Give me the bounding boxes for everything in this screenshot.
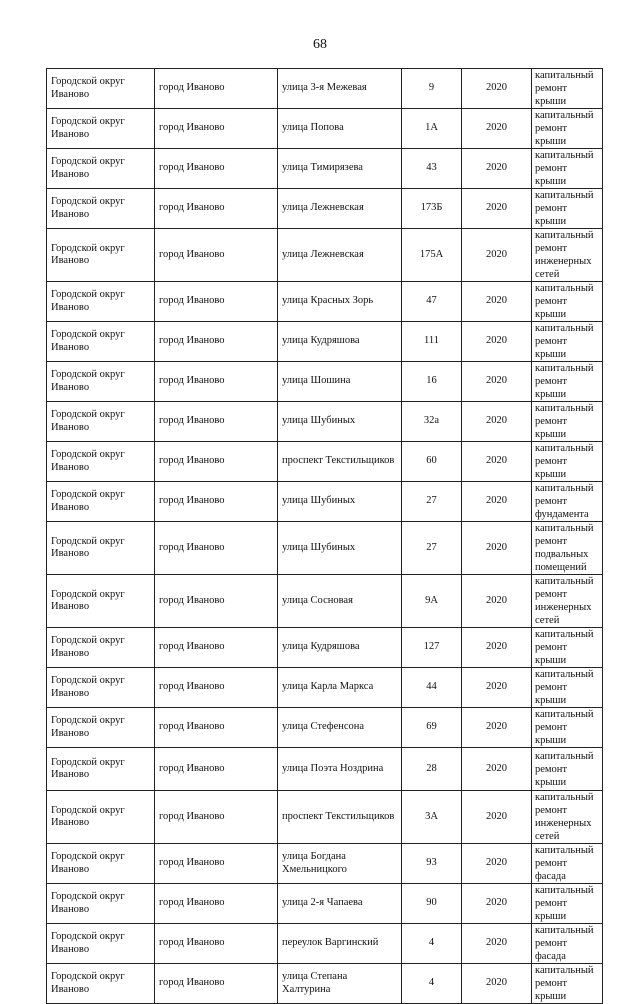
street-cell: улица Попова xyxy=(278,109,402,149)
year-cell: 2020 xyxy=(462,575,532,628)
district-cell: Городской округ Иваново xyxy=(47,442,155,482)
house-number-cell: 28 xyxy=(402,748,462,791)
city-cell: город Иваново xyxy=(155,69,278,109)
table-row xyxy=(47,482,603,522)
work-type-cell: капитальный ремонт фасада xyxy=(532,924,603,964)
year-cell: 2020 xyxy=(462,482,532,522)
year-cell: 2020 xyxy=(462,791,532,844)
district-cell: Городской округ Иваново xyxy=(47,575,155,628)
district-cell: Городской округ Иваново xyxy=(47,522,155,575)
work-type-cell: капитальный ремонт фундамента xyxy=(532,482,603,522)
district-cell: Городской округ Иваново xyxy=(47,964,155,1004)
street-cell: улица Степана Халтурина xyxy=(278,964,402,1004)
table-row xyxy=(47,964,603,1004)
table-row xyxy=(47,884,603,924)
district-cell: Городской округ Иваново xyxy=(47,884,155,924)
district-cell: Городской округ Иваново xyxy=(47,748,155,791)
table-row xyxy=(47,189,603,229)
district-cell: Городской округ Иваново xyxy=(47,708,155,748)
house-number-cell: 27 xyxy=(402,522,462,575)
table-row xyxy=(47,575,603,628)
district-cell: Городской округ Иваново xyxy=(47,844,155,884)
page-number: 68 xyxy=(313,37,327,52)
house-number-cell: 44 xyxy=(402,668,462,708)
house-number-cell: 3А xyxy=(402,791,462,844)
table-row xyxy=(47,362,603,402)
city-cell: город Иваново xyxy=(155,924,278,964)
year-cell: 2020 xyxy=(462,109,532,149)
work-type-cell: капитальный ремонт фасада xyxy=(532,844,603,884)
work-type-cell: капитальный ремонт инженерных сетей xyxy=(532,791,603,844)
street-cell: улица Кудряшова xyxy=(278,628,402,668)
year-cell: 2020 xyxy=(462,964,532,1004)
year-cell: 2020 xyxy=(462,844,532,884)
work-type-cell: капитальный ремонт крыши xyxy=(532,322,603,362)
street-cell: улица Шубиных xyxy=(278,522,402,575)
district-cell: Городской округ Иваново xyxy=(47,628,155,668)
city-cell: город Иваново xyxy=(155,791,278,844)
house-number-cell: 4 xyxy=(402,924,462,964)
work-type-cell: капитальный ремонт крыши xyxy=(532,964,603,1004)
city-cell: город Иваново xyxy=(155,844,278,884)
district-cell: Городской округ Иваново xyxy=(47,668,155,708)
house-number-cell: 93 xyxy=(402,844,462,884)
street-cell: улица Богдана Хмельницкого xyxy=(278,844,402,884)
city-cell: город Иваново xyxy=(155,668,278,708)
street-cell: улица Карла Маркса xyxy=(278,668,402,708)
work-type-cell: капитальный ремонт крыши xyxy=(532,668,603,708)
city-cell: город Иваново xyxy=(155,402,278,442)
house-number-cell: 1А xyxy=(402,109,462,149)
work-type-cell: капитальный ремонт крыши xyxy=(532,628,603,668)
work-type-cell: капитальный ремонт крыши xyxy=(532,884,603,924)
city-cell: город Иваново xyxy=(155,482,278,522)
table-row xyxy=(47,628,603,668)
district-cell: Городской округ Иваново xyxy=(47,791,155,844)
city-cell: город Иваново xyxy=(155,748,278,791)
street-cell: улица Лежневская xyxy=(278,189,402,229)
house-number-cell: 127 xyxy=(402,628,462,668)
house-number-cell: 32а xyxy=(402,402,462,442)
house-number-cell: 9 xyxy=(402,69,462,109)
repair-schedule-table xyxy=(46,68,603,1004)
city-cell: город Иваново xyxy=(155,109,278,149)
street-cell: улица Красных Зорь xyxy=(278,282,402,322)
year-cell: 2020 xyxy=(462,362,532,402)
year-cell: 2020 xyxy=(462,708,532,748)
table-row xyxy=(47,844,603,884)
district-cell: Городской округ Иваново xyxy=(47,282,155,322)
table-row xyxy=(47,668,603,708)
city-cell: город Иваново xyxy=(155,322,278,362)
year-cell: 2020 xyxy=(462,189,532,229)
work-type-cell: капитальный ремонт крыши xyxy=(532,748,603,791)
house-number-cell: 60 xyxy=(402,442,462,482)
district-cell: Городской округ Иваново xyxy=(47,362,155,402)
work-type-cell: капитальный ремонт крыши xyxy=(532,149,603,189)
city-cell: город Иваново xyxy=(155,575,278,628)
table-row xyxy=(47,109,603,149)
street-cell: улица Сосновая xyxy=(278,575,402,628)
table-row xyxy=(47,748,603,791)
work-type-cell: капитальный ремонт инженерных сетей xyxy=(532,575,603,628)
year-cell: 2020 xyxy=(462,628,532,668)
district-cell: Городской округ Иваново xyxy=(47,69,155,109)
table-row xyxy=(47,708,603,748)
year-cell: 2020 xyxy=(462,69,532,109)
city-cell: город Иваново xyxy=(155,522,278,575)
city-cell: город Иваново xyxy=(155,628,278,668)
house-number-cell: 90 xyxy=(402,884,462,924)
work-type-cell: капитальный ремонт крыши xyxy=(532,708,603,748)
table-row xyxy=(47,522,603,575)
district-cell: Городской округ Иваново xyxy=(47,322,155,362)
house-number-cell: 175А xyxy=(402,229,462,282)
work-type-cell: капитальный ремонт подвальных помещений xyxy=(532,522,603,575)
year-cell: 2020 xyxy=(462,149,532,189)
year-cell: 2020 xyxy=(462,229,532,282)
district-cell: Городской округ Иваново xyxy=(47,482,155,522)
table-row xyxy=(47,791,603,844)
work-type-cell: капитальный ремонт инженерных сетей xyxy=(532,229,603,282)
city-cell: город Иваново xyxy=(155,282,278,322)
work-type-cell: капитальный ремонт крыши xyxy=(532,402,603,442)
city-cell: город Иваново xyxy=(155,149,278,189)
table-row xyxy=(47,282,603,322)
work-type-cell: капитальный ремонт крыши xyxy=(532,109,603,149)
year-cell: 2020 xyxy=(462,402,532,442)
house-number-cell: 69 xyxy=(402,708,462,748)
street-cell: проспект Текстильщиков xyxy=(278,442,402,482)
year-cell: 2020 xyxy=(462,522,532,575)
table-row xyxy=(47,229,603,282)
district-cell: Городской округ Иваново xyxy=(47,402,155,442)
street-cell: улица 2-я Чапаева xyxy=(278,884,402,924)
street-cell: улица Тимирязева xyxy=(278,149,402,189)
year-cell: 2020 xyxy=(462,282,532,322)
city-cell: город Иваново xyxy=(155,708,278,748)
work-type-cell: капитальный ремонт крыши xyxy=(532,282,603,322)
street-cell: улица Лежневская xyxy=(278,229,402,282)
year-cell: 2020 xyxy=(462,442,532,482)
house-number-cell: 47 xyxy=(402,282,462,322)
street-cell: улица 3-я Межевая xyxy=(278,69,402,109)
house-number-cell: 43 xyxy=(402,149,462,189)
street-cell: улица Кудряшова xyxy=(278,322,402,362)
city-cell: город Иваново xyxy=(155,229,278,282)
work-type-cell: капитальный ремонт крыши xyxy=(532,189,603,229)
house-number-cell: 9А xyxy=(402,575,462,628)
street-cell: улица Поэта Ноздрина xyxy=(278,748,402,791)
district-cell: Городской округ Иваново xyxy=(47,189,155,229)
work-type-cell: капитальный ремонт крыши xyxy=(532,442,603,482)
city-cell: город Иваново xyxy=(155,442,278,482)
house-number-cell: 4 xyxy=(402,964,462,1004)
city-cell: город Иваново xyxy=(155,362,278,402)
house-number-cell: 111 xyxy=(402,322,462,362)
work-type-cell: капитальный ремонт крыши xyxy=(532,362,603,402)
city-cell: город Иваново xyxy=(155,189,278,229)
year-cell: 2020 xyxy=(462,884,532,924)
district-cell: Городской округ Иваново xyxy=(47,229,155,282)
street-cell: улица Шубиных xyxy=(278,482,402,522)
city-cell: город Иваново xyxy=(155,964,278,1004)
year-cell: 2020 xyxy=(462,668,532,708)
street-cell: улица Шубиных xyxy=(278,402,402,442)
table-row xyxy=(47,402,603,442)
street-cell: улица Шошина xyxy=(278,362,402,402)
district-cell: Городской округ Иваново xyxy=(47,109,155,149)
district-cell: Городской округ Иваново xyxy=(47,924,155,964)
work-type-cell: капитальный ремонт крыши xyxy=(532,69,603,109)
year-cell: 2020 xyxy=(462,748,532,791)
table-row xyxy=(47,442,603,482)
street-cell: переулок Варгинский xyxy=(278,924,402,964)
city-cell: город Иваново xyxy=(155,884,278,924)
house-number-cell: 27 xyxy=(402,482,462,522)
year-cell: 2020 xyxy=(462,322,532,362)
table-row xyxy=(47,924,603,964)
street-cell: улица Стефенсона xyxy=(278,708,402,748)
street-cell: проспект Текстильщиков xyxy=(278,791,402,844)
house-number-cell: 16 xyxy=(402,362,462,402)
year-cell: 2020 xyxy=(462,924,532,964)
table-row xyxy=(47,322,603,362)
house-number-cell: 173Б xyxy=(402,189,462,229)
district-cell: Городской округ Иваново xyxy=(47,149,155,189)
table-row xyxy=(47,149,603,189)
table-row xyxy=(47,69,603,109)
